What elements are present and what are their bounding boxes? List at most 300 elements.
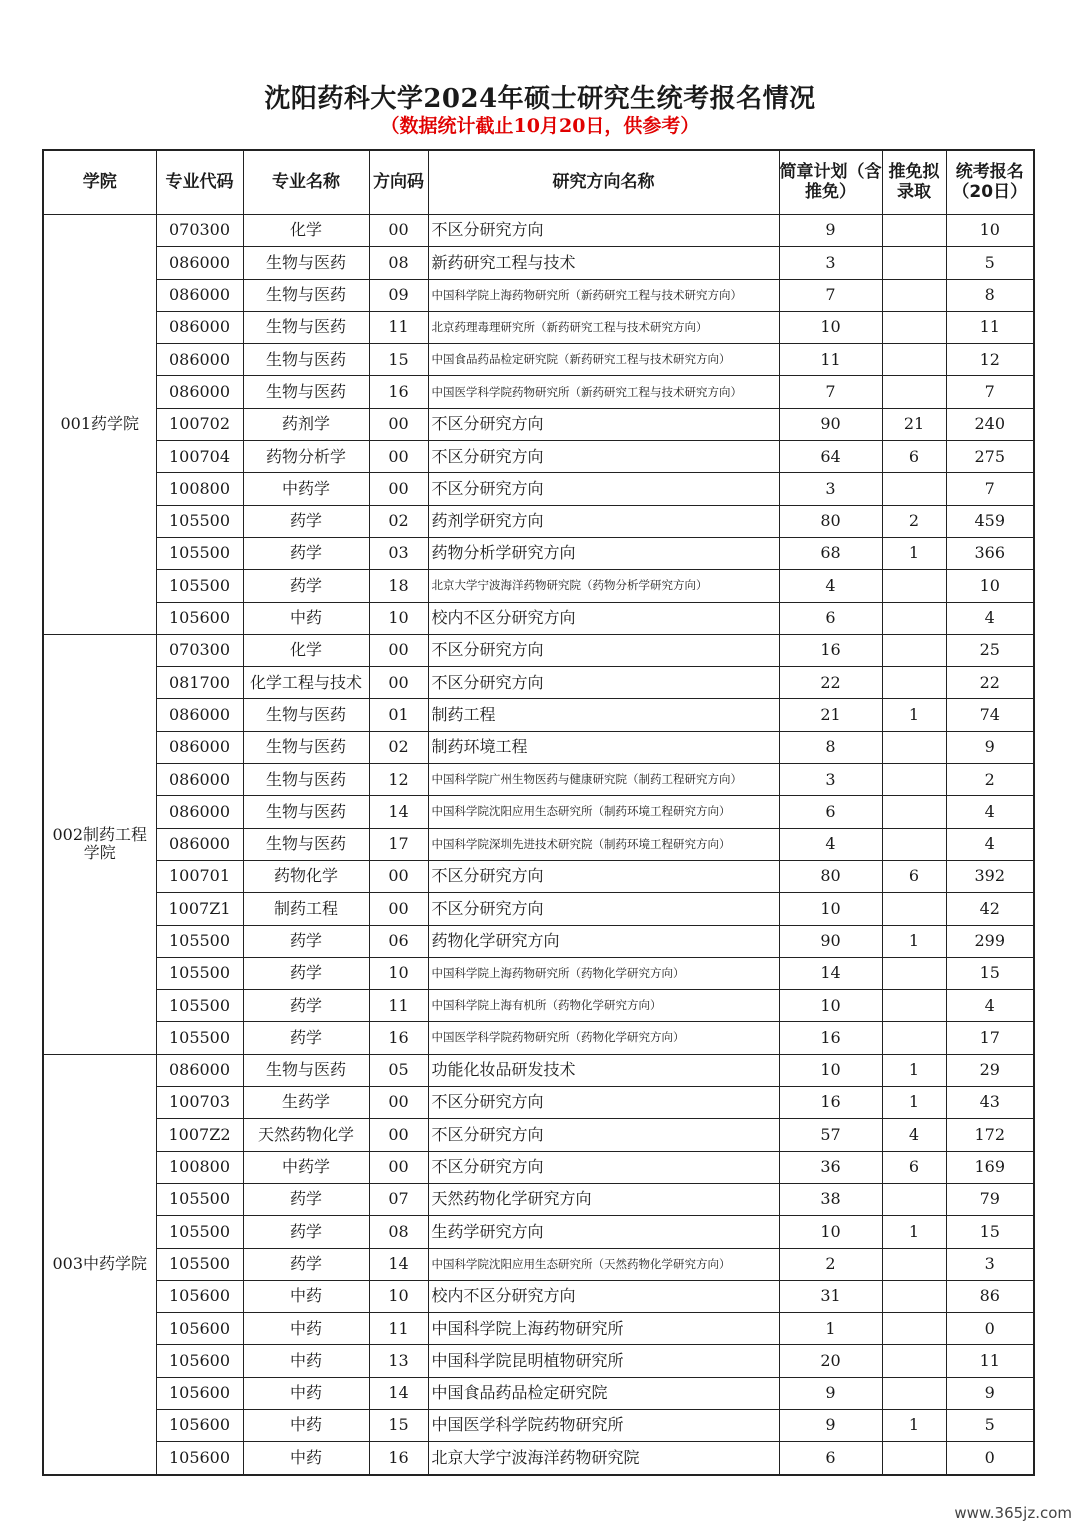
- plan-cell: 80: [779, 505, 882, 537]
- plan-cell: 36: [779, 1151, 882, 1183]
- table-row: [43, 764, 1034, 796]
- col-header-applicants: 统考报名（20日）: [946, 150, 1034, 215]
- table-row: [43, 505, 1034, 537]
- plan-cell: 1: [779, 1313, 882, 1345]
- exempt-cell: 1: [882, 1054, 946, 1086]
- direction-code-cell: 16: [369, 376, 428, 408]
- direction-name-cell: 北京大学宁波海洋药物研究院: [428, 1442, 779, 1475]
- exempt-cell: [882, 1442, 946, 1475]
- plan-cell: 4: [779, 570, 882, 602]
- exempt-cell: 1: [882, 537, 946, 569]
- applicants-cell: 43: [946, 1087, 1034, 1119]
- applicants-cell: 74: [946, 699, 1034, 731]
- plan-cell: 38: [779, 1183, 882, 1215]
- major-name-cell: 药学: [243, 1022, 369, 1054]
- table-row: [43, 537, 1034, 569]
- direction-name-cell: 中国科学院上海药物研究所: [428, 1313, 779, 1345]
- plan-cell: 90: [779, 408, 882, 440]
- major-name-cell: 药学: [243, 925, 369, 957]
- table-row: [43, 634, 1034, 666]
- table-row: [43, 893, 1034, 925]
- col-header-direction-name: 研究方向名称: [428, 150, 779, 215]
- exempt-cell: 1: [882, 1409, 946, 1441]
- col-header-direction-code: 方向码: [369, 150, 428, 215]
- table-body: [43, 215, 1034, 1475]
- table-row: [43, 1248, 1034, 1280]
- major-code-cell: 086000: [156, 699, 243, 731]
- plan-cell: 2: [779, 1248, 882, 1280]
- applicants-cell: 172: [946, 1119, 1034, 1151]
- major-name-cell: 化学: [243, 634, 369, 666]
- applicants-cell: 3: [946, 1248, 1034, 1280]
- col-header-department: 学院: [43, 150, 156, 215]
- direction-code-cell: 00: [369, 860, 428, 892]
- plan-cell: 6: [779, 796, 882, 828]
- major-name-cell: 药物化学: [243, 860, 369, 892]
- applicants-cell: 4: [946, 828, 1034, 860]
- applicants-cell: 11: [946, 1345, 1034, 1377]
- exempt-cell: [882, 570, 946, 602]
- plan-cell: 4: [779, 828, 882, 860]
- col-header-exempt: 推免拟录取: [882, 150, 946, 215]
- exempt-cell: [882, 215, 946, 247]
- major-code-cell: 105600: [156, 1409, 243, 1441]
- major-code-cell: 086000: [156, 311, 243, 343]
- direction-code-cell: 10: [369, 957, 428, 989]
- direction-name-cell: 不区分研究方向: [428, 1087, 779, 1119]
- direction-code-cell: 08: [369, 1216, 428, 1248]
- major-code-cell: 070300: [156, 215, 243, 247]
- table-row: [43, 473, 1034, 505]
- exempt-cell: 2: [882, 505, 946, 537]
- direction-code-cell: 15: [369, 1409, 428, 1441]
- table-row: [43, 1377, 1034, 1409]
- direction-code-cell: 10: [369, 1280, 428, 1312]
- plan-cell: 3: [779, 473, 882, 505]
- major-name-cell: 中药: [243, 1280, 369, 1312]
- watermark: www.365jz.com: [954, 1504, 1072, 1522]
- table-row: [43, 731, 1034, 763]
- applicants-cell: 169: [946, 1151, 1034, 1183]
- header-row: [43, 150, 1034, 215]
- applicants-cell: 15: [946, 1216, 1034, 1248]
- direction-code-cell: 16: [369, 1022, 428, 1054]
- major-code-cell: 086000: [156, 376, 243, 408]
- exempt-cell: 1: [882, 1087, 946, 1119]
- applicants-cell: 275: [946, 441, 1034, 473]
- applicants-cell: 4: [946, 602, 1034, 634]
- major-name-cell: 药剂学: [243, 408, 369, 440]
- direction-name-cell: 制药环境工程: [428, 731, 779, 763]
- table-row: [43, 1442, 1034, 1475]
- direction-name-cell: 药物分析学研究方向: [428, 537, 779, 569]
- exempt-cell: 21: [882, 408, 946, 440]
- major-name-cell: 生物与医药: [243, 764, 369, 796]
- col-header-major-code: 专业代码: [156, 150, 243, 215]
- major-name-cell: 药学: [243, 537, 369, 569]
- plan-cell: 14: [779, 957, 882, 989]
- direction-code-cell: 14: [369, 1248, 428, 1280]
- exempt-cell: [882, 1280, 946, 1312]
- applicants-cell: 9: [946, 1377, 1034, 1409]
- direction-name-cell: 不区分研究方向: [428, 1151, 779, 1183]
- major-name-cell: 中药: [243, 1377, 369, 1409]
- major-name-cell: 中药学: [243, 1151, 369, 1183]
- direction-code-cell: 00: [369, 634, 428, 666]
- direction-name-cell: 北京大学宁波海洋药物研究院（药物分析学研究方向）: [428, 570, 779, 602]
- direction-name-cell: 中国科学院昆明植物研究所: [428, 1345, 779, 1377]
- exempt-cell: [882, 796, 946, 828]
- major-name-cell: 生物与医药: [243, 731, 369, 763]
- direction-name-cell: 中国医学科学院药物研究所（新药研究工程与技术研究方向）: [428, 376, 779, 408]
- applicants-cell: 10: [946, 215, 1034, 247]
- direction-code-cell: 00: [369, 1119, 428, 1151]
- major-code-cell: 086000: [156, 344, 243, 376]
- applicants-cell: 12: [946, 344, 1034, 376]
- direction-code-cell: 09: [369, 279, 428, 311]
- major-name-cell: 生物与医药: [243, 344, 369, 376]
- major-name-cell: 中药学: [243, 473, 369, 505]
- direction-name-cell: 制药工程: [428, 699, 779, 731]
- exempt-cell: [882, 957, 946, 989]
- major-name-cell: 化学: [243, 215, 369, 247]
- direction-name-cell: 校内不区分研究方向: [428, 1280, 779, 1312]
- major-name-cell: 化学工程与技术: [243, 667, 369, 699]
- direction-code-cell: 14: [369, 1377, 428, 1409]
- plan-cell: 21: [779, 699, 882, 731]
- major-name-cell: 天然药物化学: [243, 1119, 369, 1151]
- exempt-cell: [882, 602, 946, 634]
- major-code-cell: 081700: [156, 667, 243, 699]
- direction-code-cell: 15: [369, 344, 428, 376]
- applicants-cell: 5: [946, 1409, 1034, 1441]
- direction-name-cell: 中国科学院上海有机所（药物化学研究方向）: [428, 990, 779, 1022]
- direction-code-cell: 02: [369, 731, 428, 763]
- table-row: [43, 408, 1034, 440]
- major-name-cell: 中药: [243, 602, 369, 634]
- exempt-cell: 4: [882, 1119, 946, 1151]
- exempt-cell: [882, 1313, 946, 1345]
- exempt-cell: [882, 893, 946, 925]
- direction-code-cell: 11: [369, 990, 428, 1022]
- direction-code-cell: 08: [369, 247, 428, 279]
- table-row: [43, 1119, 1034, 1151]
- table-row: [43, 247, 1034, 279]
- plan-cell: 8: [779, 731, 882, 763]
- exempt-cell: [882, 279, 946, 311]
- major-code-cell: 105600: [156, 1313, 243, 1345]
- major-code-cell: 105500: [156, 570, 243, 602]
- exempt-cell: [882, 990, 946, 1022]
- plan-cell: 90: [779, 925, 882, 957]
- table-row: [43, 990, 1034, 1022]
- exempt-cell: [882, 667, 946, 699]
- exempt-cell: [882, 634, 946, 666]
- major-code-cell: 086000: [156, 279, 243, 311]
- table-row: [43, 1151, 1034, 1183]
- direction-code-cell: 01: [369, 699, 428, 731]
- direction-name-cell: 中国科学院广州生物医药与健康研究院（制药工程研究方向）: [428, 764, 779, 796]
- table-row: [43, 1054, 1034, 1086]
- major-code-cell: 105600: [156, 1442, 243, 1475]
- page-subtitle: （数据统计截止10月20日，供参考）: [380, 115, 700, 137]
- table-row: [43, 344, 1034, 376]
- major-name-cell: 药学: [243, 570, 369, 602]
- applicants-cell: 4: [946, 990, 1034, 1022]
- major-name-cell: 中药: [243, 1313, 369, 1345]
- direction-name-cell: 不区分研究方向: [428, 893, 779, 925]
- table-row: [43, 441, 1034, 473]
- major-name-cell: 药学: [243, 505, 369, 537]
- direction-name-cell: 不区分研究方向: [428, 667, 779, 699]
- direction-name-cell: 不区分研究方向: [428, 634, 779, 666]
- direction-name-cell: 中国科学院沈阳应用生态研究所（制药环境工程研究方向）: [428, 796, 779, 828]
- table-row: [43, 376, 1034, 408]
- plan-cell: 9: [779, 1409, 882, 1441]
- exempt-cell: 6: [882, 1151, 946, 1183]
- table-row: [43, 1409, 1034, 1441]
- major-code-cell: 105500: [156, 1183, 243, 1215]
- direction-name-cell: 中国科学院沈阳应用生态研究所（天然药物化学研究方向）: [428, 1248, 779, 1280]
- direction-code-cell: 07: [369, 1183, 428, 1215]
- direction-name-cell: 生药学研究方向: [428, 1216, 779, 1248]
- plan-cell: 16: [779, 1022, 882, 1054]
- plan-cell: 10: [779, 311, 882, 343]
- major-name-cell: 生物与医药: [243, 699, 369, 731]
- plan-cell: 10: [779, 1054, 882, 1086]
- exempt-cell: [882, 1022, 946, 1054]
- table-row: [43, 667, 1034, 699]
- major-code-cell: 105600: [156, 1280, 243, 1312]
- table-row: [43, 828, 1034, 860]
- exempt-cell: [882, 764, 946, 796]
- table-row: [43, 311, 1034, 343]
- major-code-cell: 086000: [156, 1054, 243, 1086]
- major-name-cell: 药物分析学: [243, 441, 369, 473]
- applicants-cell: 459: [946, 505, 1034, 537]
- exempt-cell: 1: [882, 699, 946, 731]
- direction-name-cell: 中国科学院深圳先进技术研究院（制药环境工程研究方向）: [428, 828, 779, 860]
- table-row: [43, 957, 1034, 989]
- major-code-cell: 100701: [156, 860, 243, 892]
- applicants-cell: 11: [946, 311, 1034, 343]
- applicants-cell: 9: [946, 731, 1034, 763]
- applicants-cell: 42: [946, 893, 1034, 925]
- major-name-cell: 中药: [243, 1345, 369, 1377]
- major-name-cell: 生药学: [243, 1087, 369, 1119]
- direction-code-cell: 00: [369, 893, 428, 925]
- exempt-cell: 1: [882, 925, 946, 957]
- applicants-cell: 366: [946, 537, 1034, 569]
- direction-name-cell: 功能化妆品研发技术: [428, 1054, 779, 1086]
- applicants-cell: 0: [946, 1442, 1034, 1475]
- exempt-cell: 1: [882, 1216, 946, 1248]
- plan-cell: 6: [779, 1442, 882, 1475]
- applicants-cell: 0: [946, 1313, 1034, 1345]
- table-row: [43, 925, 1034, 957]
- exempt-cell: [882, 1183, 946, 1215]
- direction-name-cell: 中国科学院上海药物研究所（新药研究工程与技术研究方向）: [428, 279, 779, 311]
- direction-code-cell: 11: [369, 1313, 428, 1345]
- major-name-cell: 药学: [243, 1216, 369, 1248]
- direction-name-cell: 不区分研究方向: [428, 473, 779, 505]
- direction-code-cell: 12: [369, 764, 428, 796]
- table-row: [43, 1280, 1034, 1312]
- direction-name-cell: 中国食品药品检定研究院（新药研究工程与技术研究方向）: [428, 344, 779, 376]
- department-cell: 002制药工程学院: [43, 634, 156, 1054]
- applicants-cell: 240: [946, 408, 1034, 440]
- direction-name-cell: 不区分研究方向: [428, 1119, 779, 1151]
- table-row: [43, 1183, 1034, 1215]
- plan-cell: 10: [779, 990, 882, 1022]
- plan-cell: 68: [779, 537, 882, 569]
- direction-code-cell: 16: [369, 1442, 428, 1475]
- plan-cell: 10: [779, 1216, 882, 1248]
- major-name-cell: 生物与医药: [243, 796, 369, 828]
- table-row: [43, 570, 1034, 602]
- applicants-cell: 5: [946, 247, 1034, 279]
- plan-cell: 31: [779, 1280, 882, 1312]
- major-code-cell: 1007Z1: [156, 893, 243, 925]
- major-name-cell: 生物与医药: [243, 247, 369, 279]
- major-code-cell: 100703: [156, 1087, 243, 1119]
- major-code-cell: 105500: [156, 505, 243, 537]
- major-code-cell: 105500: [156, 925, 243, 957]
- exempt-cell: [882, 376, 946, 408]
- major-code-cell: 105600: [156, 602, 243, 634]
- direction-code-cell: 02: [369, 505, 428, 537]
- table-row: [43, 1313, 1034, 1345]
- plan-cell: 57: [779, 1119, 882, 1151]
- exempt-cell: [882, 473, 946, 505]
- direction-name-cell: 校内不区分研究方向: [428, 602, 779, 634]
- major-name-cell: 生物与医药: [243, 828, 369, 860]
- direction-code-cell: 17: [369, 828, 428, 860]
- direction-name-cell: 药物化学研究方向: [428, 925, 779, 957]
- major-name-cell: 中药: [243, 1442, 369, 1475]
- major-code-cell: 100702: [156, 408, 243, 440]
- major-name-cell: 药学: [243, 957, 369, 989]
- table-row: [43, 699, 1034, 731]
- major-name-cell: 生物与医药: [243, 279, 369, 311]
- major-code-cell: 105500: [156, 1248, 243, 1280]
- major-name-cell: 药学: [243, 990, 369, 1022]
- table-row: [43, 1022, 1034, 1054]
- direction-code-cell: 00: [369, 667, 428, 699]
- direction-name-cell: 不区分研究方向: [428, 441, 779, 473]
- plan-cell: 22: [779, 667, 882, 699]
- table-row: [43, 215, 1034, 247]
- exempt-cell: 6: [882, 441, 946, 473]
- applicants-cell: 4: [946, 796, 1034, 828]
- direction-name-cell: 北京药理毒理研究所（新药研究工程与技术研究方向）: [428, 311, 779, 343]
- exempt-cell: 6: [882, 860, 946, 892]
- table-row: [43, 860, 1034, 892]
- table-row: [43, 1216, 1034, 1248]
- applicants-cell: 15: [946, 957, 1034, 989]
- direction-code-cell: 00: [369, 1151, 428, 1183]
- direction-name-cell: 不区分研究方向: [428, 860, 779, 892]
- major-code-cell: 086000: [156, 247, 243, 279]
- direction-code-cell: 14: [369, 796, 428, 828]
- plan-cell: 16: [779, 634, 882, 666]
- major-code-cell: 100800: [156, 473, 243, 505]
- major-code-cell: 086000: [156, 764, 243, 796]
- applicants-cell: 10: [946, 570, 1034, 602]
- major-code-cell: 1007Z2: [156, 1119, 243, 1151]
- enrollment-table: [42, 149, 1035, 1476]
- applicants-cell: 7: [946, 376, 1034, 408]
- major-code-cell: 105500: [156, 1022, 243, 1054]
- exempt-cell: [882, 344, 946, 376]
- direction-code-cell: 00: [369, 215, 428, 247]
- plan-cell: 9: [779, 1377, 882, 1409]
- department-cell: 003中药学院: [43, 1054, 156, 1474]
- applicants-cell: 86: [946, 1280, 1034, 1312]
- major-code-cell: 070300: [156, 634, 243, 666]
- direction-code-cell: 00: [369, 1087, 428, 1119]
- direction-code-cell: 13: [369, 1345, 428, 1377]
- applicants-cell: 392: [946, 860, 1034, 892]
- major-code-cell: 105500: [156, 1216, 243, 1248]
- major-code-cell: 100704: [156, 441, 243, 473]
- table-row: [43, 279, 1034, 311]
- plan-cell: 3: [779, 247, 882, 279]
- direction-code-cell: 05: [369, 1054, 428, 1086]
- plan-cell: 64: [779, 441, 882, 473]
- major-code-cell: 105600: [156, 1345, 243, 1377]
- plan-cell: 3: [779, 764, 882, 796]
- direction-code-cell: 06: [369, 925, 428, 957]
- exempt-cell: [882, 247, 946, 279]
- major-code-cell: 086000: [156, 796, 243, 828]
- direction-name-cell: 中国食品药品检定研究院: [428, 1377, 779, 1409]
- plan-cell: 10: [779, 893, 882, 925]
- table-row: [43, 796, 1034, 828]
- applicants-cell: 17: [946, 1022, 1034, 1054]
- col-header-plan: 简章计划（含推免）: [779, 150, 882, 215]
- table-row: [43, 1087, 1034, 1119]
- major-code-cell: 086000: [156, 731, 243, 763]
- major-code-cell: 105500: [156, 990, 243, 1022]
- plan-cell: 80: [779, 860, 882, 892]
- direction-name-cell: 药剂学研究方向: [428, 505, 779, 537]
- direction-name-cell: 不区分研究方向: [428, 408, 779, 440]
- col-header-major-name: 专业名称: [243, 150, 369, 215]
- direction-name-cell: 中国科学院上海药物研究所（药物化学研究方向）: [428, 957, 779, 989]
- major-name-cell: 中药: [243, 1409, 369, 1441]
- direction-code-cell: 10: [369, 602, 428, 634]
- applicants-cell: 25: [946, 634, 1034, 666]
- direction-code-cell: 03: [369, 537, 428, 569]
- exempt-cell: [882, 1377, 946, 1409]
- applicants-cell: 29: [946, 1054, 1034, 1086]
- major-name-cell: 药学: [243, 1248, 369, 1280]
- exempt-cell: [882, 1345, 946, 1377]
- table-row: [43, 1345, 1034, 1377]
- plan-cell: 7: [779, 376, 882, 408]
- direction-code-cell: 18: [369, 570, 428, 602]
- major-code-cell: 100800: [156, 1151, 243, 1183]
- major-name-cell: 生物与医药: [243, 1054, 369, 1086]
- applicants-cell: 79: [946, 1183, 1034, 1215]
- table-row: [43, 602, 1034, 634]
- department-cell: 001药学院: [43, 215, 156, 635]
- direction-name-cell: 天然药物化学研究方向: [428, 1183, 779, 1215]
- plan-cell: 7: [779, 279, 882, 311]
- direction-name-cell: 不区分研究方向: [428, 215, 779, 247]
- plan-cell: 20: [779, 1345, 882, 1377]
